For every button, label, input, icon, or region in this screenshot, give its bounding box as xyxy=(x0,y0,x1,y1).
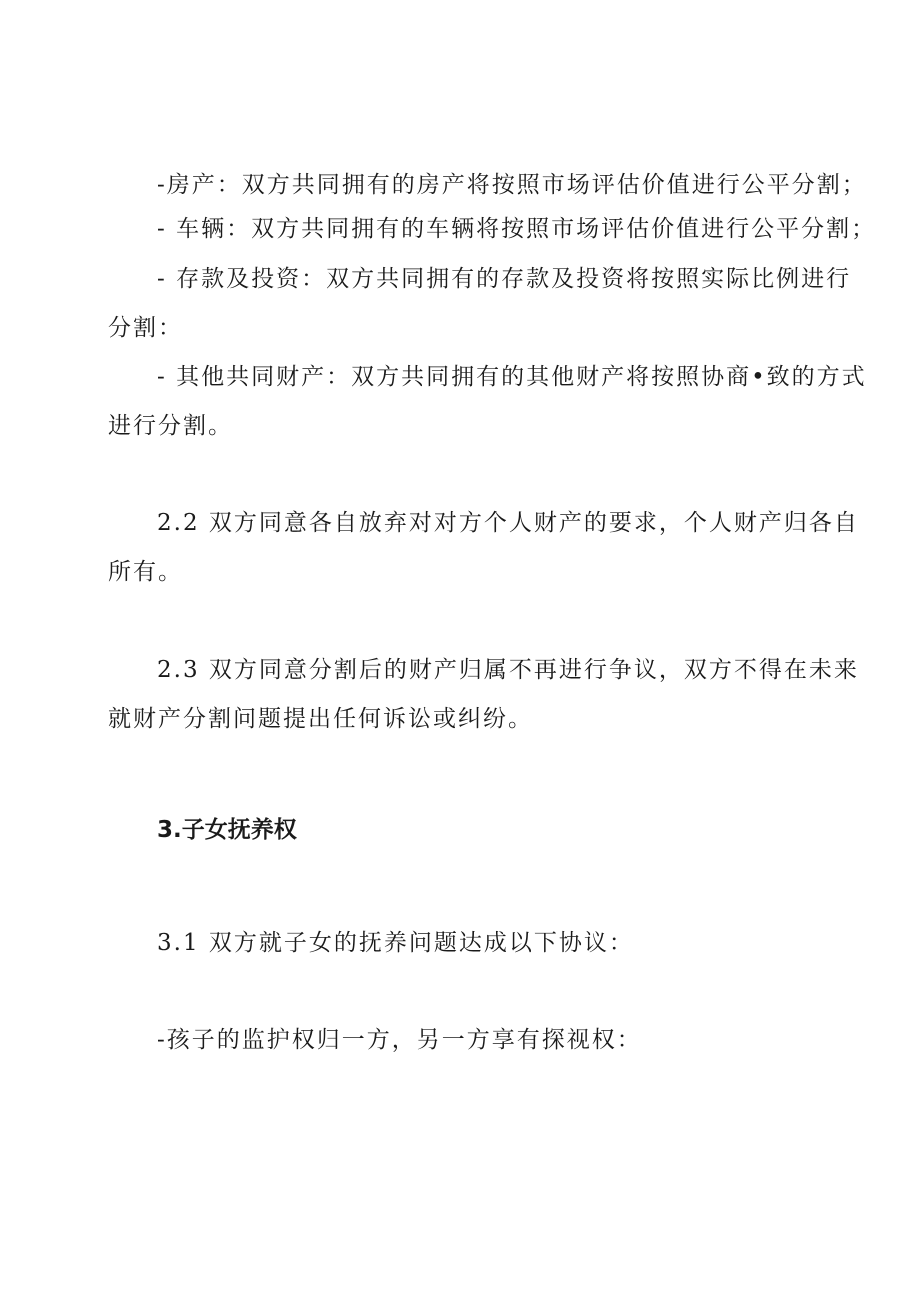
clause-2-3: 2.3 双方同意分割后的财产归属不再进行争议，双方不得在未来 xyxy=(157,657,859,683)
clause-custody-rights: -孩子的监护权归一方，另一方享有探视权： xyxy=(157,1027,642,1053)
clause-2-3-cont: 就财产分割问题提出任何诉讼或纠纷。 xyxy=(108,706,533,732)
clause-3-1: 3.1 双方就子女的抚养问题达成以下协议： xyxy=(157,930,634,956)
clause-2-2: 2.2 双方同意各自放弃对对方个人财产的要求，个人财产归各自 xyxy=(157,510,859,536)
clause-2-2-cont: 所有。 xyxy=(108,559,183,585)
clause-property-other: - 其他共同财产：双方共同拥有的其他财产将按照协商•致的方式 xyxy=(157,364,867,390)
clause-property-vehicle: - 车辆：双方共同拥有的车辆将按照市场评估价值进行公平分割； xyxy=(157,216,877,242)
clause-property-other-cont: 进行分割。 xyxy=(108,413,233,439)
clause-property-house: -房产：双方共同拥有的房产将按照市场评估价值进行公平分割； xyxy=(157,172,867,198)
clause-property-savings: - 存款及投资：双方共同拥有的存款及投资将按照实际比例进行 xyxy=(157,266,852,292)
section-heading-custody: 3.子女抚养权 xyxy=(157,817,297,843)
clause-property-savings-cont: 分割： xyxy=(108,315,183,341)
